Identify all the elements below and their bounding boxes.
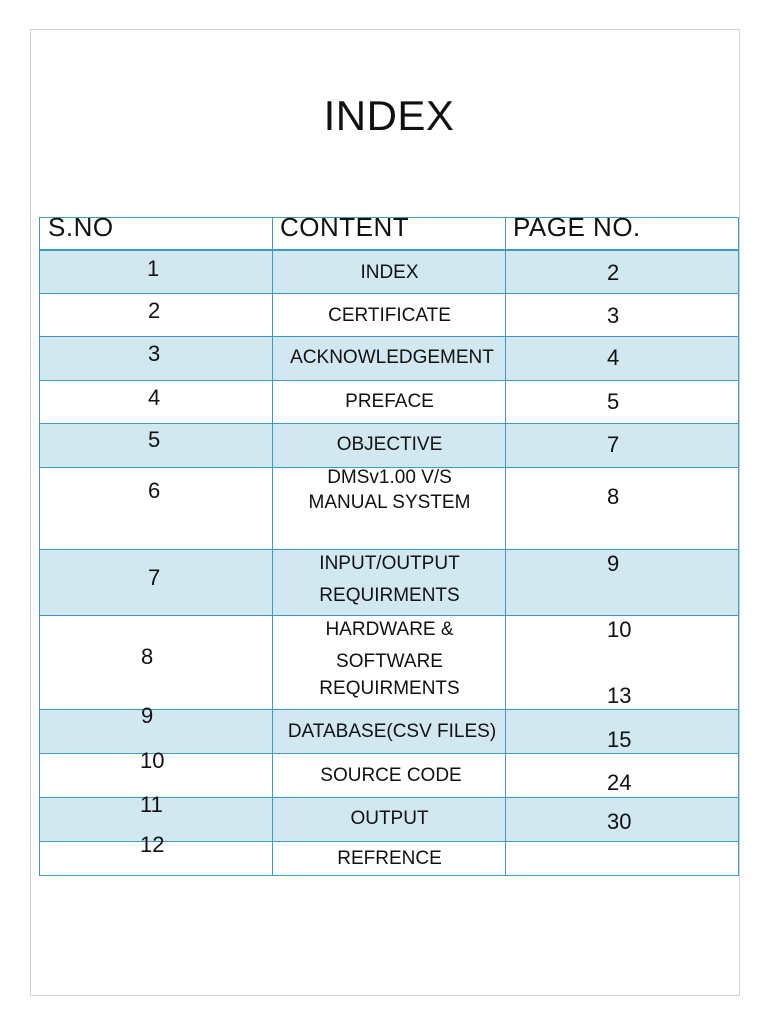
row-page: 8 [607, 484, 620, 509]
table-header-row [39, 212, 739, 251]
row-content-line1: INPUT/OUTPUT [319, 553, 460, 574]
row-content-line1: DMSv1.00 V/S [327, 467, 452, 488]
row-page: 24 [607, 770, 632, 795]
row-sno: 1 [147, 256, 160, 281]
row-content: SOURCE CODE [320, 765, 462, 786]
table-row [39, 550, 739, 616]
row-sno: 12 [140, 832, 165, 857]
table-row [39, 468, 739, 550]
row-content: DATABASE(CSV FILES) [287, 721, 497, 742]
row-content-line2: MANUAL SYSTEM [308, 492, 471, 513]
table-row [39, 832, 739, 876]
page-title: INDEX [323, 92, 455, 139]
row-sno: 10 [140, 748, 165, 773]
row-content: OBJECTIVE [336, 434, 443, 455]
table-row [39, 251, 739, 294]
row-page: 4 [607, 345, 620, 370]
row-content-line2: SOFTWARE [336, 651, 443, 672]
row-content: REFRENCE [337, 848, 442, 869]
row-sno: 4 [148, 385, 161, 410]
header-sno: S.NO [48, 212, 114, 242]
row-sno: 8 [141, 644, 154, 669]
row-page: 30 [607, 809, 632, 834]
row-content: ACKNOWLEDGEMENT [290, 347, 494, 368]
table-row [39, 616, 739, 710]
row-sno: 6 [148, 478, 161, 503]
row-content-line3: REQUIRMENTS [319, 678, 460, 699]
row-sno: 7 [148, 565, 161, 590]
table-row [39, 294, 739, 337]
row-content: PREFACE [345, 391, 434, 412]
row-sno: 9 [141, 703, 154, 728]
header-content: CONTENT [280, 212, 410, 242]
row-page: 15 [607, 727, 632, 752]
row-sno: 2 [148, 298, 161, 323]
row-page: 10 [607, 617, 632, 642]
row-sno: 11 [140, 792, 163, 817]
row-content: OUTPUT [350, 808, 429, 829]
table-row [39, 381, 739, 424]
row-content-line2: REQUIRMENTS [319, 585, 460, 606]
table-row [39, 424, 739, 468]
row-content-line1: HARDWARE & [325, 619, 454, 640]
table-row [39, 337, 739, 381]
row-content: INDEX [360, 262, 419, 283]
row-page: 9 [607, 551, 620, 576]
header-page-no: PAGE NO. [513, 212, 641, 242]
row-page: 7 [607, 432, 620, 457]
row-page: 5 [607, 389, 620, 414]
row-sno: 3 [148, 341, 161, 366]
row-sno: 5 [148, 427, 161, 452]
row-page: 3 [607, 303, 620, 328]
row-page-second: 13 [607, 683, 632, 708]
row-page: 2 [607, 260, 620, 285]
row-content: CERTIFICATE [328, 305, 451, 326]
